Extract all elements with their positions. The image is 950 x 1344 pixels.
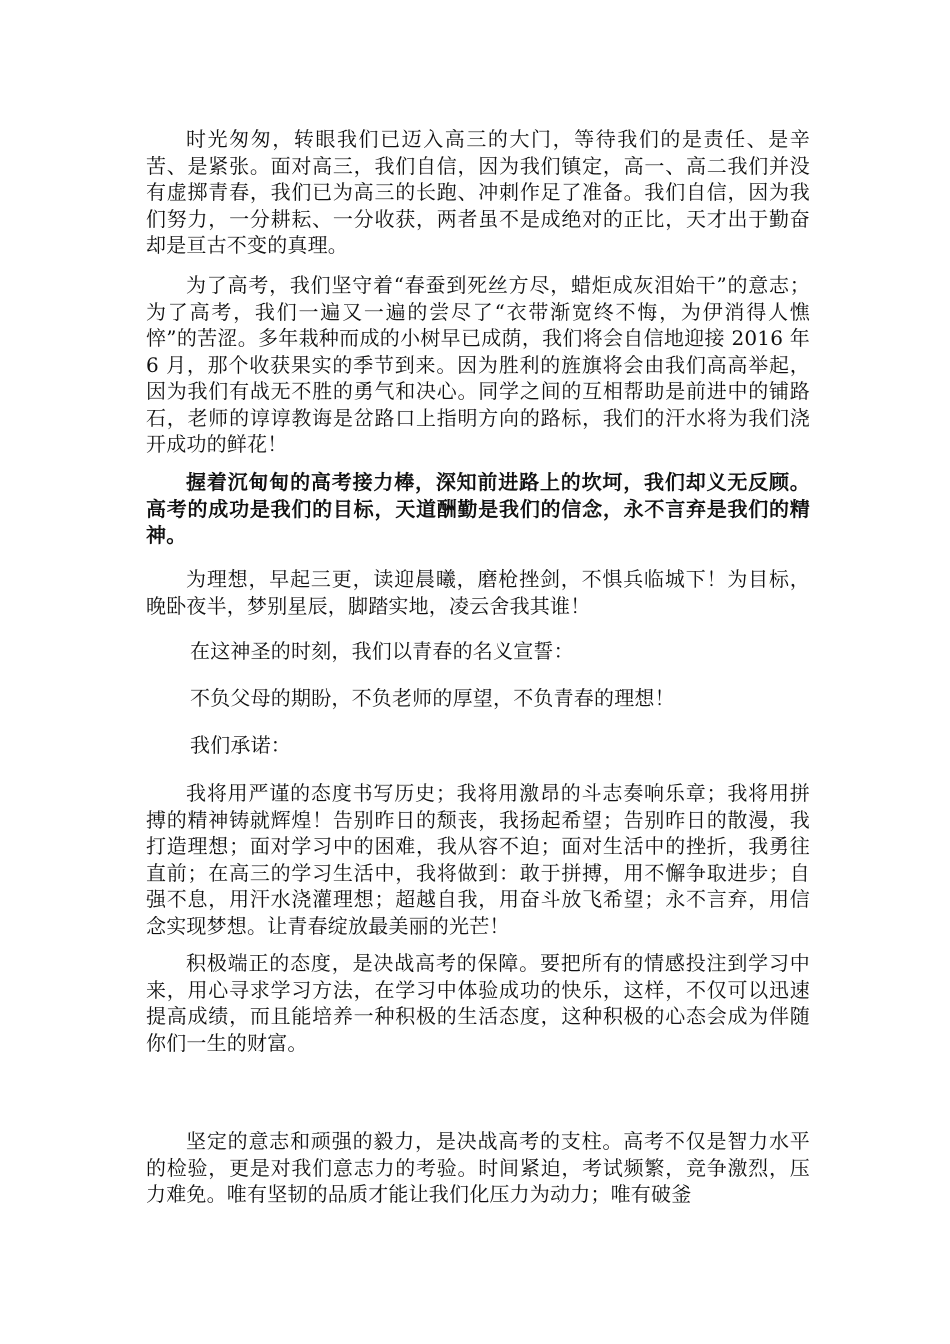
paragraph-4: 为理想，早起三更，读迎晨曦，磨枪挫剑，不惧兵临城下！为目标，晚卧夜半，梦别星辰，脚踏实地，凌云舍我其谁！ [146, 567, 810, 618]
paragraph-3-bold: 握着沉甸甸的高考接力棒，深知前进路上的坎坷，我们却义无反顾。高考的成功是我们的目标，天道酬勤是我们的信念，永不言弃是我们的精神。 [146, 470, 810, 547]
paragraph-8: 我将用严谨的态度书写历史；我将用激昂的斗志奏响乐章；我将用拼搏的精神铸就辉煌！告别昨日的颓丧，我扬起希望；告别昨日的散漫，我打造理想；面对学习中的困难，我从容不迫；面对生活中的挫折，我勇往直前；在高三的学习生活中，我将做到：敢于拼搏，用不懈争取进步；自强不息，用汗水浇灌理想；超越自我，用奋斗放飞希望；永不言弃，用信念实现梦想。让青春绽放最美丽的光芒！ [146, 781, 810, 938]
paragraph-9: 积极端正的态度，是决战高考的保障。要把所有的情感投注到学习中来，用心寻求学习方法，在学习中体验成功的快乐，这样，不仅可以迅速提高成绩，而且能培养一种积极的生活态度，这种积极的心态会成为伴随你们一生的财富。 [146, 951, 810, 1055]
paragraph-7: 我们承诺： [190, 733, 291, 757]
paragraph-1: 时光匆匆，转眼我们已迈入高三的大门，等待我们的是责任、是辛苦、是紧张。面对高三，我们自信，因为我们镇定，高一、高二我们并没有虚掷青春，我们已为高三的长跑、冲刺作足了准备。我们自信，因为我们努力，一分耕耘、一分收获，两者虽不是成绝对的正比，天才出于勤奋却是亘古不变的真理。 [146, 127, 810, 257]
paragraph-10: 坚定的意志和顽强的毅力，是决战高考的支柱。高考不仅是智力水平的检验，更是对我们意志力的考验。时间紧迫，考试频繁，竞争激烈，压力难免。唯有坚韧的品质才能让我们化压力为动力；唯有破釜 [146, 1129, 810, 1206]
paragraph-2: 为了高考，我们坚守着“春蚕到死丝方尽，蜡炬成灰泪始干”的意志；为了高考，我们一遍又一遍的尝尽了“衣带渐宽终不悔，为伊消得人憔悴”的苦涩。多年栽种而成的小树早已成荫，我们将会自信地迎接 2016 年 6 月，那个收获果实的季节到来。因为胜利的旌旗将会由我们高高举起，因为我们有战无不胜的勇气和决心。同学之间的互相帮助是前进中的铺路石，老师的谆谆教诲是岔路口上指明方向的路标，我们的汗水将为我们浇开成功的鲜花！ [146, 273, 810, 456]
paragraph-5: 在这神圣的时刻，我们以青春的名义宣誓： [190, 639, 574, 663]
paragraph-6: 不负父母的期盼，不负老师的厚望，不负青春的理想！ [190, 686, 675, 710]
